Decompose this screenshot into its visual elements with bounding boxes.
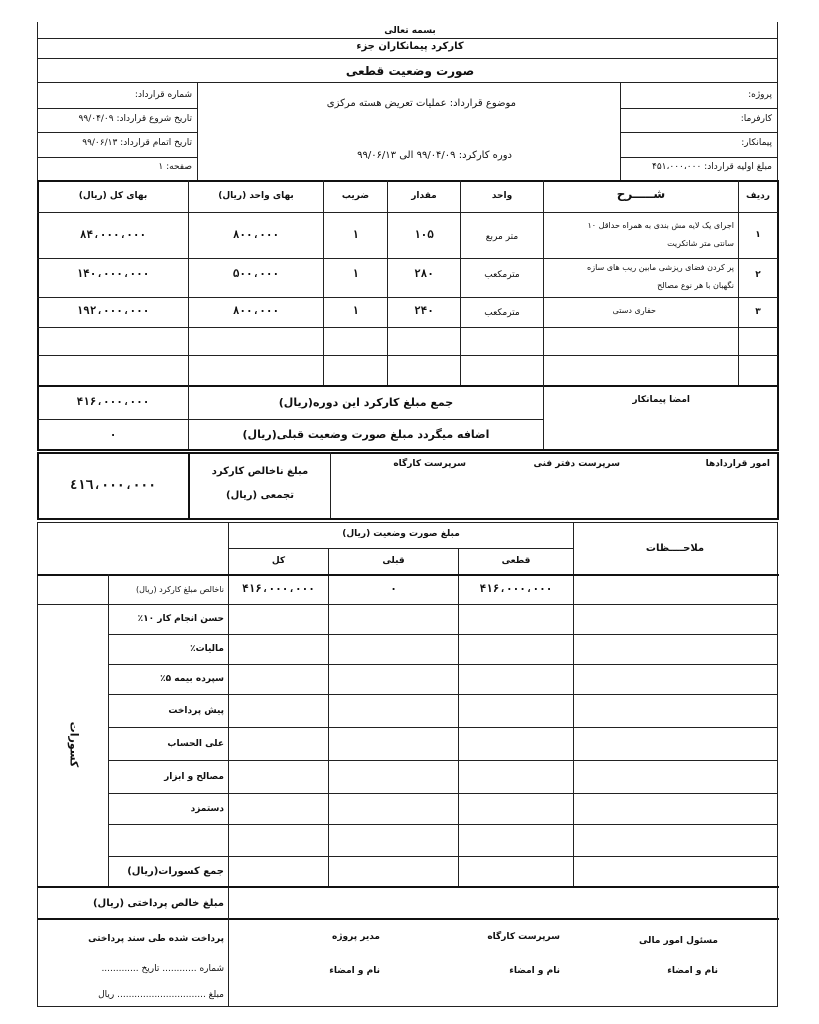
form-subtitle: کارکرد پیمانکاران جزء: [356, 41, 464, 52]
row-description: حفاری دستی: [612, 306, 656, 315]
row-coefficient: ۱: [352, 267, 359, 280]
header-description: شـــــرح: [616, 187, 666, 201]
gross-total-value: ۴۱۶،۰۰۰،۰۰۰: [242, 582, 315, 595]
row-quantity: ۱۰۵: [414, 228, 434, 241]
previous-status-label: اضافه میگردد مبلغ صورت وضعیت قبلی(ریال): [242, 428, 490, 441]
deduction-item: پیش پرداخت: [168, 706, 224, 716]
contractor-label: پیمانکار:: [741, 138, 772, 148]
deduction-item: علی الحساب: [167, 739, 224, 749]
page-title: صورت وضعیت قطعی: [345, 64, 475, 78]
technical-office-supervisor: سرپرست دفتر فنی: [533, 459, 620, 469]
row-unit-price: ۸۰۰،۰۰۰: [232, 304, 280, 317]
deduction-item: مصالح و ابزار: [164, 772, 224, 782]
contract-number: شماره قرارداد:: [134, 90, 192, 100]
row-unit-price: ۸۰۰،۰۰۰: [232, 228, 280, 241]
row-unit: متر مربع: [485, 232, 519, 242]
deduction-item: سپرده بیمه ۵٪: [160, 674, 224, 684]
previous-status-value: ۰: [109, 428, 117, 441]
gross-previous-value: ۰: [390, 582, 397, 595]
row-description: اجرای یک لایه مش بندی به همراه حداقل ۱۰: [587, 221, 734, 230]
final-column-header: قطعی: [501, 556, 531, 566]
payment-number-date: شماره ............ تاریخ .............: [101, 964, 224, 974]
deduction-item: دستمزد: [190, 804, 224, 814]
deductions-side-label: کسورات: [67, 721, 81, 768]
row-quantity: ۲۸۰: [414, 267, 434, 280]
gross-cumulative-value: ٤١٦،٠٠٠،٠٠٠: [69, 478, 157, 493]
total-column-header: کل: [271, 556, 286, 566]
header-quantity: مقدار: [411, 191, 437, 201]
row-number: ۱: [755, 230, 761, 240]
contractor-signature: امضا پیمانکار: [632, 395, 690, 405]
project-label: پروژه:: [748, 90, 772, 100]
initial-amount: مبلغ اولیه قرارداد: ۴۵۱،۰۰۰،۰۰۰: [651, 162, 772, 172]
row-description: پر کردن فضای ریزشی مابین ریب های سازه: [587, 263, 734, 272]
payment-amount: مبلغ ............................... ریال: [98, 990, 224, 1000]
gross-final-value: ۴۱۶،۰۰۰،۰۰۰: [479, 582, 553, 595]
header-unit-price: بهای واحد (ریال): [218, 191, 294, 201]
employer-label: کارفرما:: [740, 114, 772, 124]
project-manager: مدیر پروژه: [332, 932, 380, 942]
row-description-cont: سانتی متر شاتکریت: [667, 239, 734, 248]
row-quantity: ۲۴۰: [414, 304, 434, 317]
row-unit: مترمکعب: [484, 270, 520, 280]
row-coefficient: ۱: [352, 304, 359, 317]
deduction-item: حسن انجام کار ۱۰٪: [137, 614, 224, 624]
footer-site-supervisor: سرپرست کارگاه: [487, 932, 560, 942]
gross-cumulative-label-unit: تجمعی (ریال): [226, 490, 294, 501]
gross-cumulative-label: مبلغ ناخالص کارکرد: [211, 466, 309, 477]
row-description-cont: نگهبان با هر نوع مصالح: [657, 281, 734, 290]
site-supervisor: سرپرست کارگاه: [393, 459, 466, 469]
contract-end-date: تاریخ اتمام قرارداد: ۹۹/۰۶/۱۳: [82, 138, 192, 148]
pm-name-signature: نام و امضاء: [329, 966, 380, 976]
gross-row-label: ناخالص مبلغ کارکرد (ریال): [136, 585, 224, 594]
finance-name-signature: نام و امضاء: [667, 966, 718, 976]
contract-start-date: تاریخ شروع قرارداد: ۹۹/۰۴/۰۹: [78, 114, 192, 124]
header-coefficient: ضریب: [341, 191, 370, 201]
finance-officer: مسئول امور مالی: [638, 936, 718, 946]
paid-by-document: پرداخت شده طی سند پرداختی: [88, 934, 224, 944]
row-coefficient: ۱: [352, 228, 359, 241]
contract-subject: موضوع قرارداد: عملیات تعریض هسته مرکزی: [326, 98, 516, 109]
row-total-price: ۸۴،۰۰۰،۰۰۰: [79, 228, 147, 241]
previous-column-header: قبلی: [382, 556, 405, 566]
deduction-item: مالیات٪: [190, 644, 224, 654]
row-number: ۳: [755, 307, 761, 317]
net-payable-label: مبلغ خالص پرداختی (ریال): [92, 898, 224, 909]
period-sum-label: جمع مبلغ کارکرد این دوره(ریال): [278, 396, 454, 409]
row-total-price: ۱۴۰،۰۰۰،۰۰۰: [76, 267, 150, 280]
contracts-affairs: امور قراردادها: [705, 459, 770, 469]
site-name-signature: نام و امضاء: [509, 966, 560, 976]
period-sum-value: ۴۱۶،۰۰۰،۰۰۰: [76, 395, 150, 408]
header-unit: واحد: [491, 191, 513, 201]
deductions-sum-label: جمع کسورات(ریال): [127, 866, 224, 877]
header-row: ردیف: [746, 191, 770, 201]
basmala: بسمه تعالی: [384, 26, 436, 36]
remarks-header: ملاحــــظات: [645, 543, 705, 554]
row-number: ۲: [755, 270, 761, 280]
work-period: دوره کارکرد: ۹۹/۰۴/۰۹ الی ۹۹/۰۶/۱۳: [357, 150, 512, 161]
row-unit-price: ۵۰۰،۰۰۰: [232, 267, 280, 280]
page-number: صفحه: ۱: [158, 162, 192, 172]
status-amount-header: مبلغ صورت وضعیت (ریال): [342, 529, 460, 539]
header-total-price: بهای کل (ریال): [78, 191, 148, 201]
row-total-price: ۱۹۲،۰۰۰،۰۰۰: [76, 304, 150, 317]
row-unit: مترمکعب: [484, 308, 520, 318]
